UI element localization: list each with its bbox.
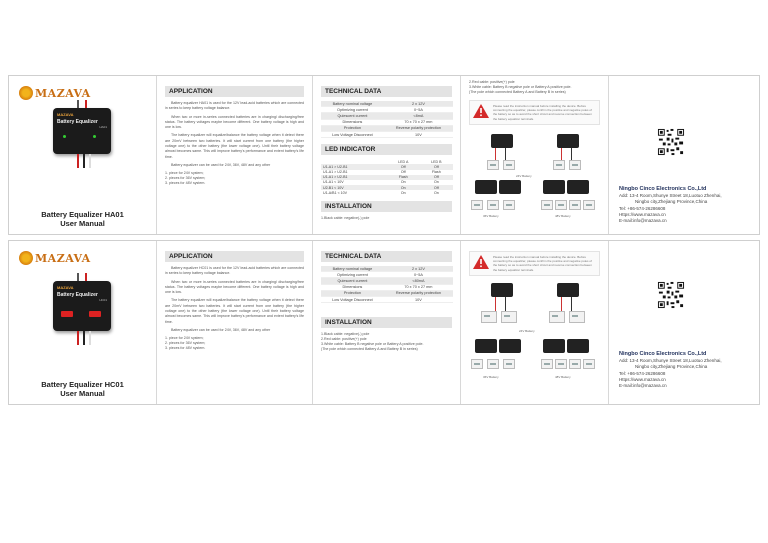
installation-heading: INSTALLATION — [321, 201, 452, 212]
manual-sheet-hc01 — [8, 240, 760, 405]
led-b-icon — [93, 135, 96, 138]
warning-box — [469, 251, 600, 276]
battery-icon — [569, 200, 581, 210]
company-website[interactable]: Https://www.mazava.cn — [619, 211, 666, 217]
application-paragraph: When two or more in-series connected batteries are in charging/ discharging/free status. The battery voltages maybe become different. One battery voltage is high and one is low. — [165, 279, 304, 295]
company-email[interactable]: E-mail:info@mazava.cn — [619, 218, 667, 224]
application-paragraph: Battery equalizer HC01 is used for the 12V lead-acid batteries which are connected in series to keep battery voltage balance. — [165, 266, 304, 276]
company-info — [619, 351, 722, 389]
led-table — [321, 159, 453, 195]
brand-name: MAZAVA — [35, 86, 91, 100]
application-heading: APPLICATION — [165, 251, 304, 262]
contact-panel — [609, 76, 761, 234]
installation-line: 1.Black cable: negative(-) pole — [321, 332, 370, 337]
battery-icon — [583, 200, 595, 210]
company-info — [619, 186, 722, 224]
installation-heading: INSTALLATION — [321, 317, 452, 328]
application-list-item: 3. pieces for 48V system. — [165, 181, 206, 186]
sun-icon — [19, 86, 33, 100]
diagram-caption: 36V Battery — [483, 214, 499, 218]
warning-text: Please read the instruction manual before installing the device. Before connecting the equalizer, please confirm the positive and negative poles of the battery so as to avoid the short circuit and reverse connection between the battery equalizer terminals. — [493, 255, 592, 272]
company-phone: Tel: +86-574-26286608 — [619, 205, 666, 211]
manual-title-line1: Battery Equalizer HC01 — [41, 380, 124, 389]
table-row: Quiescent current <80mA — [321, 278, 453, 284]
brand-name: MAZAVA — [35, 251, 91, 265]
warning-text: Please read the instruction manual before installing the device. Before connecting the equalizer, please confirm the positive and negative poles of the battery so as to avoid the short circuit and reverse connection between the battery equalizer terminals. — [493, 104, 592, 121]
battery-icon — [569, 160, 581, 170]
device-brand: MAZAVA — [57, 285, 74, 290]
equalizer-icon — [499, 180, 521, 194]
table-row: Optimizing current 0~5A — [321, 272, 453, 278]
equalizer-icon — [557, 134, 579, 148]
application-list-item: 1. piece for 24V system; — [165, 336, 204, 341]
application-list-item: 2. pieces for 36V system; — [165, 176, 206, 181]
specs-panel — [313, 76, 461, 234]
installation-line: 2.Red cable: positive(+) pole — [321, 337, 367, 342]
application-paragraph: Battery equalizer can be used for 24V, 36V, 48V and any other — [171, 162, 271, 167]
device-model: HC01 — [99, 298, 107, 302]
battery-icon — [541, 200, 553, 210]
company-name: Ningbo Cinco Electronics Co.,Ltd — [619, 351, 707, 357]
warning-box — [469, 100, 600, 125]
technical-table — [321, 266, 453, 303]
led-heading: LED INDICATOR — [321, 144, 452, 155]
battery-icon — [555, 200, 567, 210]
wiring-diagram — [461, 283, 609, 403]
table-row: Quiescent current <8mA — [321, 113, 453, 119]
manual-title-line1: Battery Equalizer HA01 — [41, 210, 124, 219]
diagram-caption: 24V Battery — [516, 174, 532, 178]
manual-title-line2: User Manual — [60, 219, 105, 228]
equalizer-icon — [491, 283, 513, 297]
diagram-caption: 24V Battery — [519, 329, 535, 333]
table-row: U2-B1 < 10V On Off — [321, 185, 453, 190]
battery-icon — [503, 200, 515, 210]
table-row: Protection Reverse polarity protection — [321, 290, 453, 296]
battery-icon — [555, 359, 567, 369]
battery-icon — [541, 359, 553, 369]
wiring-panel — [461, 76, 609, 234]
company-address: Add: 13-4 Room,Shunye Street 18,Luotuo Zhenhai, — [619, 193, 722, 199]
battery-icon — [487, 160, 499, 170]
device-photo — [53, 108, 111, 154]
device-name: Battery Equalizer — [57, 292, 98, 298]
manual-title — [9, 380, 156, 398]
cover-panel — [9, 241, 157, 404]
application-panel — [157, 241, 313, 404]
company-address: Add: 13-4 Room,Shunye Street 18,Luotuo Zhenhai, — [619, 358, 722, 364]
company-address: Ningbo city,Zhejiang Province,China — [635, 364, 708, 370]
equalizer-icon — [543, 339, 565, 353]
company-name: Ningbo Cinco Electronics Co.,Ltd — [619, 186, 707, 192]
sun-icon — [19, 251, 33, 265]
company-website[interactable]: Https://www.mazava.cn — [619, 376, 666, 382]
battery-icon — [487, 359, 499, 369]
battery-icon — [487, 200, 499, 210]
device-brand: MAZAVA — [57, 112, 74, 117]
device-model: HA01 — [99, 125, 107, 129]
diagram-caption: 36V Battery — [483, 375, 499, 379]
wiring-note: 2.Red cable: positive(+) pole — [469, 80, 515, 84]
installation-line: (The pole which connected Battery A and Battery B in series) — [321, 347, 418, 352]
table-row: Low Voltage Disconnect 10V — [321, 296, 453, 302]
application-heading: APPLICATION — [165, 86, 304, 97]
table-row: Dimensions 70 x 70 x 27 mm — [321, 119, 453, 125]
table-row: U1-A1 > U2-B1 Off Flash — [323, 170, 441, 175]
equalizer-icon — [567, 180, 589, 194]
table-row: U1-A1 > U2-B1 Off Off — [321, 164, 453, 169]
application-paragraph: The battery equalizer will equalize/balance the battery voltage when it detect there are 20mV between two batteries. It will start current from one battery (the higher voltage one) to the other battery (the lower voltage one). Until their battery voltage almost becomes same. This will improve battery's performance and extent battery's life time. — [165, 133, 304, 159]
table-header-row: LED A LED B — [398, 159, 442, 164]
manual-sheet-ha01 — [8, 75, 760, 235]
application-list-item: 2. pieces for 36V system; — [165, 341, 206, 346]
equalizer-icon — [475, 339, 497, 353]
table-row: Optimizing current 0~5A — [321, 107, 453, 113]
battery-icon — [471, 359, 483, 369]
company-email[interactable]: E-mail:info@mazava.cn — [619, 383, 667, 389]
led-a-icon — [63, 135, 66, 138]
wiring-panel — [461, 241, 609, 404]
technical-heading: TECHNICAL DATA — [321, 251, 452, 262]
battery-icon — [553, 160, 565, 170]
battery-icon — [583, 359, 595, 369]
installation-line: 1.Black cable: negative(-) pole — [321, 216, 370, 221]
application-list-item: 1. piece for 24V system; — [165, 171, 204, 176]
wiring-note: 3.White cable: Battery B negative pole or Battery A positive pole. — [469, 85, 572, 89]
equalizer-icon — [557, 283, 579, 297]
manual-title — [9, 210, 156, 228]
equalizer-icon — [499, 339, 521, 353]
brand-logo — [19, 86, 91, 100]
application-paragraph: Battery equalizer can be used for 24V, 36V, 48V and any other — [171, 327, 271, 332]
technical-table — [321, 101, 453, 138]
table-row: U1-A1 > U2-B1 Flash Off — [321, 175, 453, 180]
diagram-caption: 48V Battery — [555, 214, 571, 218]
battery-icon — [471, 200, 483, 210]
table-row: U1-A1 < 10V On On — [323, 180, 439, 185]
battery-icon — [501, 311, 517, 323]
battery-icon — [503, 359, 515, 369]
battery-icon — [549, 311, 565, 323]
diagram-caption: 48V Battery — [555, 375, 571, 379]
table-row: Protection Reverse polarity protection — [321, 125, 453, 131]
warning-icon — [473, 104, 489, 118]
battery-icon — [569, 311, 585, 323]
table-row: Low Voltage Disconnect 10V — [321, 131, 453, 137]
brand-logo — [19, 251, 91, 265]
table-row: Dimensions 70 x 70 x 27 mm — [321, 284, 453, 290]
warning-icon — [473, 255, 489, 269]
installation-line: 3.White cable: Battery B negative pole or Battery A positive pole. — [321, 342, 424, 347]
equalizer-icon — [491, 134, 513, 148]
wiring-note: (The pole which connected Battery A and Battery B in series) — [469, 90, 566, 94]
application-paragraph: When two or more in-series connected batteries are in charging/ discharging/free status. The battery voltages maybe become different. One battery voltage is high and one is low. — [165, 114, 304, 130]
voltage-display-icon — [89, 311, 101, 317]
table-row: Battery nominal voltage 2 x 12V — [321, 266, 453, 272]
qr-code-icon — [657, 128, 685, 156]
application-list-item: 3. pieces for 48V system. — [165, 346, 206, 351]
device-name: Battery Equalizer — [57, 119, 98, 125]
company-phone: Tel: +86-574-26286608 — [619, 370, 666, 376]
battery-icon — [503, 160, 515, 170]
cover-panel — [9, 76, 157, 234]
battery-icon — [481, 311, 497, 323]
application-paragraph: Battery equalizer HA01 is used for the 12V lead-acid batteries which are connected in series to keep battery voltage balance. — [165, 101, 304, 111]
equalizer-icon — [475, 180, 497, 194]
company-address: Ningbo city,Zhejiang Province,China — [635, 199, 708, 205]
table-row: U1-A/B1 < 10V On On — [323, 190, 439, 195]
technical-heading: TECHNICAL DATA — [321, 86, 452, 97]
table-row: Battery nominal voltage 2 x 12V — [321, 101, 453, 107]
voltage-display-icon — [61, 311, 73, 317]
contact-panel — [609, 241, 761, 404]
wiring-diagram — [461, 134, 609, 234]
specs-panel — [313, 241, 461, 404]
application-panel — [157, 76, 313, 234]
manual-title-line2: User Manual — [60, 389, 105, 398]
equalizer-icon — [567, 339, 589, 353]
application-paragraph: The battery equalizer will equalize/balance the battery voltage when it detect there are 20mV between two batteries. It will start current from one battery (the higher voltage one) to the other battery (the lower voltage one). Until their battery voltage almost becomes same. This will improve battery's performance and extent battery's life time. — [165, 298, 304, 324]
device-photo — [53, 281, 111, 331]
qr-code-icon — [657, 281, 685, 309]
battery-icon — [569, 359, 581, 369]
equalizer-icon — [543, 180, 565, 194]
